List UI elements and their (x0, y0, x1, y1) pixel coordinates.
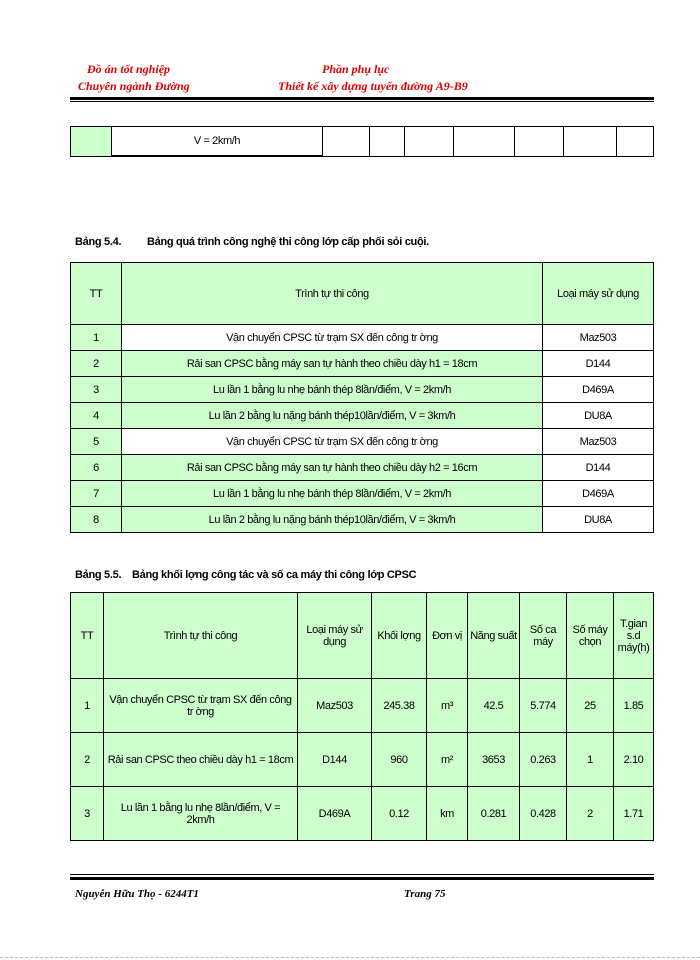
cell-step: Rải san CPSC bằng máy san tự hành theo chiều dày h1 = 18cm (122, 351, 543, 377)
cell-time: 2.10 (614, 733, 654, 787)
cell-quantity: 245.38 (372, 679, 427, 733)
cell-tt: 4 (71, 403, 122, 429)
cell-unit: km (427, 787, 468, 841)
cell-machine: D144 (543, 351, 654, 377)
cell-step: Lu lần 1 bằng lu nhẹ bánh thép 8lần/điểm, V = 2km/h (122, 377, 543, 403)
cell-machines: 1 (567, 733, 614, 787)
table-row (71, 429, 654, 455)
cell-tt: 1 (71, 325, 122, 351)
cell-unit: m² (427, 733, 468, 787)
th-quantity: Khối lợng (372, 593, 427, 679)
table-5-4-header-row (71, 263, 654, 325)
table-row (71, 481, 654, 507)
th-steps: Trình tự thi công (104, 593, 298, 679)
cell-step: Rải san CPSC theo chiều dày h1 = 18cm (104, 733, 298, 787)
cell-machine: D469A (543, 377, 654, 403)
cell-time: 1.71 (614, 787, 654, 841)
th-tt: TT (71, 263, 122, 325)
cell-productivity: 0.281 (468, 787, 520, 841)
cell-machine: D144 (298, 733, 372, 787)
cell-tt: 2 (71, 351, 122, 377)
cell-quantity: 0.12 (372, 787, 427, 841)
th-productivity: Năng suất (468, 593, 520, 679)
footer-rule-thin (70, 874, 654, 875)
cell-tt: 3 (71, 377, 122, 403)
table-row (71, 507, 654, 533)
cell-time: 1.85 (614, 679, 654, 733)
th-machine: Loại máy sử dụng (543, 263, 654, 325)
table-5-5-header-row (71, 593, 654, 679)
table-row (71, 733, 654, 787)
cell-step: Rải san CPSC bằng máy san tự hành theo chiều dày h2 = 16cm (122, 455, 543, 481)
cell-tt: 7 (71, 481, 122, 507)
th-steps: Trình tự thi công (122, 263, 543, 325)
table-5-4-caption (75, 236, 429, 248)
table-5-5-label: Bảng 5.5. (75, 569, 122, 581)
cell-unit: m³ (427, 679, 468, 733)
table-row (71, 679, 654, 733)
table-5-4-title: Bảng quá trình công nghệ thi công lớp cấp phối sỏi cuội. (147, 236, 429, 248)
cell-tt: 1 (71, 679, 104, 733)
cell-tt: 8 (71, 507, 122, 533)
cell-machine: DU8A (543, 507, 654, 533)
cell-step: Vận chuyển CPSC từ trạm SX đến công tr ờng (104, 679, 298, 733)
fragment-text: V = 2km/h (112, 127, 323, 157)
table-5-5-caption (75, 569, 416, 581)
cell-step: Lu lần 2 bằng lu nặng bánh thép10lần/điểm, V = 3km/h (122, 403, 543, 429)
page-edge-divider (0, 957, 700, 958)
cell-shifts: 0.428 (520, 787, 567, 841)
cell-quantity: 960 (372, 733, 427, 787)
table-row (71, 455, 654, 481)
footer-page: Trang 75 (404, 888, 446, 900)
cell-tt: 2 (71, 733, 104, 787)
cell-step: Lu lần 1 bằng lu nhẹ bánh thép 8lần/điểm, V = 2km/h (122, 481, 543, 507)
table-row (71, 403, 654, 429)
th-machines: Số máy chọn (567, 593, 614, 679)
table-5-5 (70, 592, 654, 841)
cell-machine: D144 (543, 455, 654, 481)
th-tt: TT (71, 593, 104, 679)
table-row (71, 787, 654, 841)
footer-author: Nguyễn Hữu Thọ - 6244T1 (75, 888, 199, 900)
table-5-5-title: Bảng khối lợng công tác và số ca máy thi công lớp CPSC (132, 569, 417, 581)
cell-machine: Maz503 (298, 679, 372, 733)
cell-tt: 5 (71, 429, 122, 455)
cell-shifts: 5.774 (520, 679, 567, 733)
cell-tt: 6 (71, 455, 122, 481)
cell-machine: Maz503 (543, 429, 654, 455)
table-row (71, 377, 654, 403)
cell-machines: 25 (567, 679, 614, 733)
cell-tt: 3 (71, 787, 104, 841)
header-center-line1: Phần phụ lục (322, 62, 390, 76)
cell-step: Lu lần 2 bằng lu nặng bánh thép10lần/điểm, V = 3km/h (122, 507, 543, 533)
header-left-line1: Đồ án tốt nghiệp (87, 62, 171, 76)
cell-shifts: 0.263 (520, 733, 567, 787)
table-5-4-label: Bảng 5.4. (75, 236, 122, 248)
table-row (71, 351, 654, 377)
top-table-fragment (70, 126, 654, 157)
th-shifts: Số ca máy (520, 593, 567, 679)
th-machine: Loại máy sử dụng (298, 593, 372, 679)
cell-step: Vận chuyển CPSC từ trạm SX đến công tr ờng (122, 325, 543, 351)
footer-rule-thick (70, 877, 654, 880)
header-left-line2: Chuyên ngành Đường (78, 79, 190, 93)
cell-machine: D469A (543, 481, 654, 507)
cell-machine: DU8A (543, 403, 654, 429)
header-rule-thin (70, 101, 654, 102)
th-unit: Đơn vị (427, 593, 468, 679)
header-center-line2: Thiết kế xây dựng tuyến đường A9-B9 (278, 79, 468, 93)
cell-step: Lu lần 1 bằng lu nhẹ 8lần/điểm, V = 2km/h (104, 787, 298, 841)
cell-machine: D469A (298, 787, 372, 841)
cell-productivity: 42.5 (468, 679, 520, 733)
header-rule-thick (70, 97, 654, 100)
cell-step: Vận chuyển CPSC từ trạm SX đến công tr ờng (122, 429, 543, 455)
cell-machines: 2 (567, 787, 614, 841)
table-5-4 (70, 262, 654, 533)
th-time: T.gian s.d máy(h) (614, 593, 654, 679)
table-row (71, 325, 654, 351)
cell-productivity: 3653 (468, 733, 520, 787)
cell-machine: Maz503 (543, 325, 654, 351)
